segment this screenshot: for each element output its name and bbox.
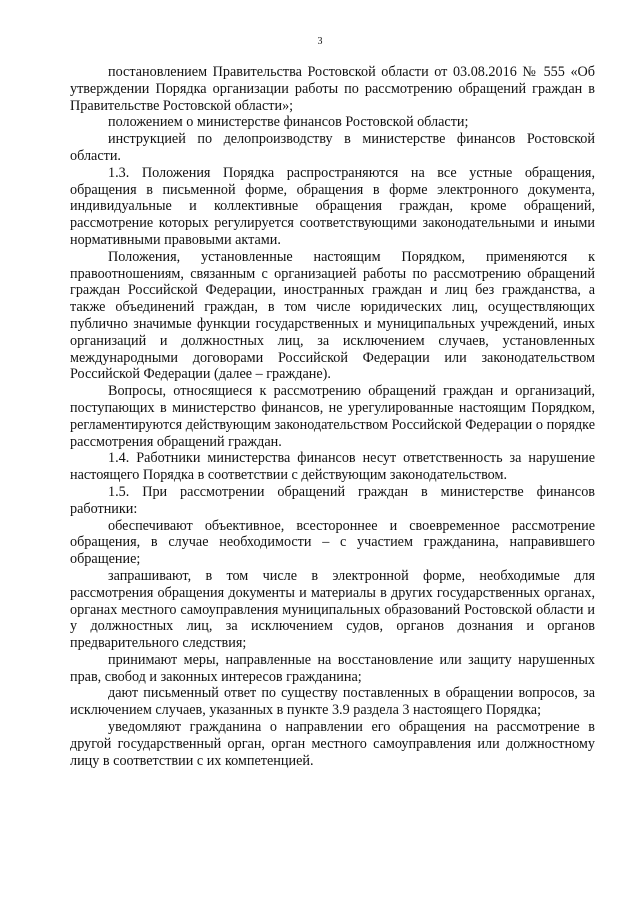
paragraph-ministry-regulation: положением о министерстве финансов Ростовской области; [108, 114, 469, 131]
paragraph-ensure-review: обеспечивают объективное, всестороннее и своевременное рассмотрение обращения, в случае необходимости – с участием гражданина, направившего обращение; [70, 517, 595, 568]
document-body [70, 64, 595, 769]
paragraph-written-answer: дают письменный ответ по существу поставленных в обращении вопросов, за исключением случаев, указанных в пункте 3.9 раздела 3 настоящего Порядка; [70, 685, 595, 719]
paragraph-scope: Положения, установленные настоящим Порядком, применяются к правоотношениям, связанным с организацией работы по рассмотрению обращений граждан Российской Федерации, иностранных граждан и лиц без гражданства, а также объединений граждан, в том числе юридических лиц, осуществляющих публично значимые функции государственных и муниципальных учреждений, иных организаций и должностных лиц, за исключением случаев, установленных международными договорами Российской Федерации или законодательством Российской Федерации (далее – граждане). [70, 248, 595, 383]
paragraph-request-documents: запрашивают, в том числе в электронной форме, необходимые для рассмотрения обращения документы и материалы в других государственных органах, органах местного самоуправления муниципальных образований Ростовской области и у должностных лиц, за исключением судов, органов дознания и органов предварительного следствия; [70, 567, 595, 652]
paragraph-take-measures: принимают меры, направленные на восстановление или защиту нарушенных прав, свобод и законных интересов гражданина; [70, 651, 595, 685]
paragraph-1-5: 1.5. При рассмотрении обращений граждан в министерстве финансов работники: [70, 483, 595, 517]
paragraph-1-3: 1.3. Положения Порядка распространяются на все устные обращения, обращения в письменной форме, обращения в форме электронного документа, индивидуальные и коллективные обращения граждан, кроме обращений, рассмотрение которых регулируется соответствующими законодательными и иными нормативными правовыми актами. [70, 164, 595, 248]
paragraph-unregulated-questions: Вопросы, относящиеся к рассмотрению обращений граждан и организаций, поступающих в министерство финансов, не урегулированные настоящим Порядком, регламентируются действующим законодательством Российской Федерации о порядке рассмотрения обращений граждан. [70, 383, 595, 450]
paragraph-notify-citizen: уведомляют гражданина о направлении его обращения на рассмотрение в другой государственный орган, орган местного самоуправления или должностному лицу в соответствии с их компетенцией. [70, 719, 595, 769]
page-number: 3 [317, 36, 323, 47]
paragraph-resolution: постановлением Правительства Ростовской области от 03.08.2016 № 555 «Об утверждении Порядка организации работы по рассмотрению обращений граждан в Правительстве Ростовской области»; [70, 64, 595, 114]
paragraph-records-instruction: инструкцией по делопроизводству в министерстве финансов Ростовской области. [70, 131, 595, 164]
paragraph-1-4: 1.4. Работники министерства финансов несут ответственность за нарушение настоящего Порядка в соответствии с действующим законодательством. [70, 450, 595, 484]
